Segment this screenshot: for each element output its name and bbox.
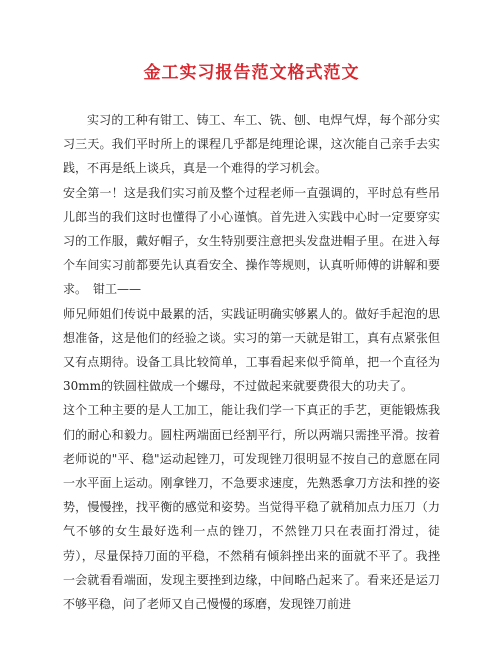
document-title: 金工实习报告范文格式范文 <box>143 63 360 83</box>
paragraph-safety: 安全第一！这是我们实习前及整个过程老师一直强调的，平时总有些吊儿郎当的我们这时也懂得了小心谨慎。首先进入实践中心时一定要穿实习的工作服，戴好帽子，女生特别要注意把头发盘进帽子里。在进入每个车间实习前都要先认真看安全、操作等规则，认真听师傅的讲解和要求。 钳工—— <box>63 185 440 297</box>
paragraph-intro: 实习的工种有钳工、铸工、车工、铣、刨、电焊气焊，每个部分实习三天。我们平时所上的课程几乎都是纯理论课，这次能自己亲手去实践，不再是纸上谈兵，真是一个难得的学习机会。 <box>63 113 440 176</box>
paragraph-fitter: 师兄师姐们传说中最累的活，实践证明确实够累人的。做好手起泡的思想准备，这是他们的经验之谈。实习的第一天就是钳工，真有点紧张但又有点期待。设备工具比较简单，工事看起来似乎简单，把一个直径为30mm的铁圆柱做成一个螺母，不过做起来就要费很大的功夫了。 <box>63 306 440 394</box>
paragraph-filing: 这个工种主要的是人工加工，能让我们学一下真正的手艺，更能锻炼我们的耐心和毅力。圆柱两端面已经割平行，所以两端只需挫平滑。按着老师说的"平、稳"运动起锉刀，可发现锉刀很明显不按自己的意愿在同一水平面上运动。刚拿锉刀，不急要求速度，先熟悉拿刀方法和挫的姿势，慢慢挫，找平衡的感觉和姿势。当觉得平稳了就稍加点力压刀（力气不够的女生最好选利一点的锉刀，不然锉刀只在表面打滑过，徒劳），尽量保持刀面的平稳，不然稍有倾斜挫出来的面就不平了。我挫一会就看看端面，发现主要挫到边缘，中间略凸起来了。看来还是运刀不够平稳，问了老师又自己慢慢的琢磨，发现锉刀前进 <box>63 403 440 612</box>
